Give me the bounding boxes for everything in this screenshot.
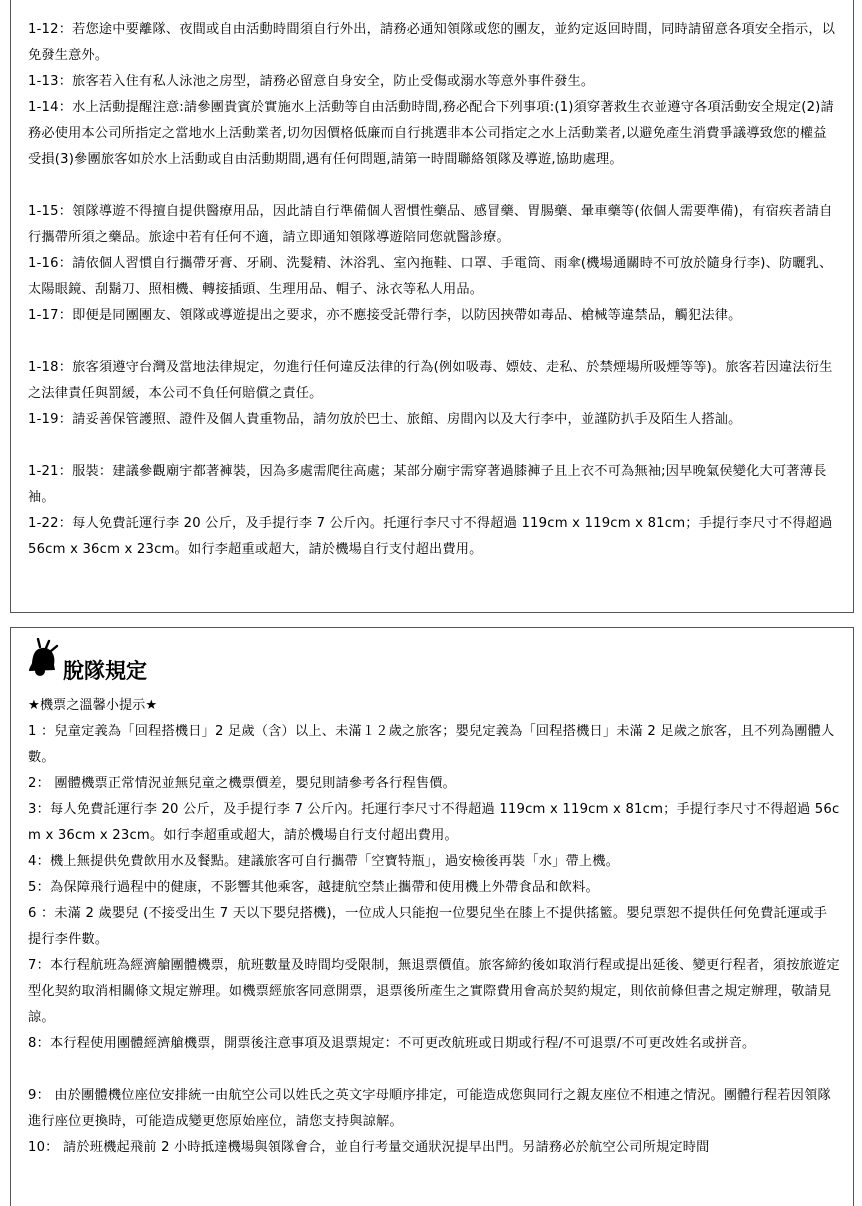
travel-notes-section <box>10 0 854 613</box>
leave-group-rules-section <box>10 627 854 1206</box>
ticket-tip-7: 7：本行程航班為經濟艙團體機票，航班數量及時間均受限制，無退票價值。旅客締約後如取消行程或提出延後、變更行程者，須按旅遊定型化契約取消相關條文規定辦理。如機票經旅客同意開票，退票後所產生之實際費用會高於契約規定，則依前條但書之規定辦理，敬請見諒。 <box>28 958 840 1025</box>
ticket-tip-9: 9： 由於團體機位座位安排統一由航空公司以姓氏之英文字母順序排定，可能造成您與同行之親友座位不相連之情況。團體行程若因領隊進行座位更換時，可能造成變更您原始座位，請您支持與諒解。 <box>28 1088 831 1129</box>
note-1-22: 1-22：每人免費託運行李 20 公斤，及手提行李 7 公斤內。托運行李尺寸不得超過 119cm x 119cm x 81cm；手提行李尺寸不得超過 56cm x 36cm x 23cm。如行李超重或超大，請於機場自行支付超出費用。 <box>28 516 833 557</box>
ticket-tip-6: 6 ：未滿 2 歲嬰兒 (不接受出生 7 天以下嬰兒搭機)，一位成人只能抱一位嬰兒坐在膝上不提供搖籃。嬰兒票恕不提供任何免費託運或手提行李件數。 <box>28 906 828 947</box>
ticket-tip-1: 1 ：兒童定義為「回程搭機日」2 足歲（含）以上、未滿１２歲之旅客；嬰兒定義為「回程搭機日」未滿 2 足歲之旅客，且不列為團體人數。 <box>28 724 835 765</box>
ticket-tip-8: 8：本行程使用團體經濟艙機票，開票後注意事項及退票規定：不可更改航班或日期或行程/不可退票/不可更改姓名或拼音。 <box>28 1036 756 1051</box>
ticket-tip-10: 10： 請於班機起飛前 2 小時抵達機場與領隊會合，並自行考量交通狀況提早出門。另請務必於航空公司所規定時間 <box>28 1140 710 1155</box>
note-1-13: 1-13：旅客若入住有私人泳池之房型，請務必留意自身安全，防止受傷或溺水等意外事件發生。 <box>28 74 595 89</box>
note-1-17: 1-17：即便是同團團友、領隊或導遊提出之要求，亦不應接受託帶行李，以防因挾帶如毒品、槍械等違禁品，觸犯法律。 <box>28 308 742 323</box>
section-title: 脫隊規定 <box>63 659 147 683</box>
ticket-tips-subtitle: ★機票之溫馨小提示★ <box>28 698 158 713</box>
note-1-16: 1-16：請依個人習慣自行攜帶牙膏、牙刷、洗髮精、沐浴乳、室內拖鞋、口罩、手電筒、雨傘(機場通關時不可放於隨身行李)、防曬乳、太陽眼鏡、刮鬍刀、照相機、轉接插頭、生理用品、帽子、泳衣等私人用品。 <box>28 256 833 297</box>
ticket-tip-4: 4：機上無提供免費飲用水及餐點。建議旅客可自行攜帶「空寶特瓶」，過安檢後再裝「水」帶上機。 <box>28 854 620 869</box>
note-1-21: 1-21：服裝：建議參觀廟宇都著褲裝，因為多處需爬往高處；某部分廟宇需穿著過膝褲子且上衣不可為無袖;因早晚氣侯變化大可著薄長袖。 <box>28 464 827 505</box>
ticket-tip-2: 2： 團體機票正常情況並無兒童之機票價差，嬰兒則請參考各行程售價。 <box>28 776 456 791</box>
note-1-19: 1-19：請妥善保管護照、證件及個人貴重物品，請勿放於巴士、旅館、房間內以及大行李中，並謹防扒手及陌生人搭訕。 <box>28 412 742 427</box>
ticket-tip-5: 5：為保障飛行過程中的健康，不影響其他乘客，越捷航空禁止攜帶和使用機上外帶食品和飲料。 <box>28 880 599 895</box>
ticket-tip-3: 3：每人免費託運行李 20 公斤，及手提行李 7 公斤內。托運行李尺寸不得超過 119cm x 119cm x 81cm；手提行李尺寸不得超過 56cm x 36cm x 23cm。如行李超重或超大，請於機場自行支付超出費用。 <box>28 802 840 843</box>
note-1-15: 1-15：領隊導遊不得擅自提供醫療用品，因此請自行準備個人習慣性藥品、感冒藥、胃腸藥、暈車藥等(依個人需要準備)，有宿疾者請自行攜帶所須之藥品。旅途中若有任何不適，請立即通知領隊導遊陪同您就醫診療。 <box>28 204 833 245</box>
note-1-18: 1-18：旅客須遵守台灣及當地法律規定，勿進行任何違反法律的行為(例如吸毒、嫖妓、走私、於禁煙場所吸煙等等)。旅客若因違法衍生之法律責任與罰緩，本公司不負任何賠償之責任。 <box>28 360 833 401</box>
note-1-12: 1-12：若您途中要離隊、夜間或自由活動時間須自行外出，請務必通知領隊或您的團友，並約定返回時間，同時請留意各項安全指示，以免發生意外。 <box>28 22 836 63</box>
note-1-14: 1-14：水上活動提醒注意:請參團貴賓於實施水上活動等自由活動時間,務必配合下列事項:(1)須穿著救生衣並遵守各項活動安全規定(2)請務必使用本公司所指定之當地水上活動業者,切勿因價格低廉而自行挑選非本公司指定之水上活動業者,以避免產生消費爭議導致您的權益受損(3)參團旅客如於水上活動或自由活動期間,遇有任何問題,請第一時間聯絡領隊及導遊,協助處理。 <box>28 100 834 167</box>
bell-icon <box>25 638 59 682</box>
